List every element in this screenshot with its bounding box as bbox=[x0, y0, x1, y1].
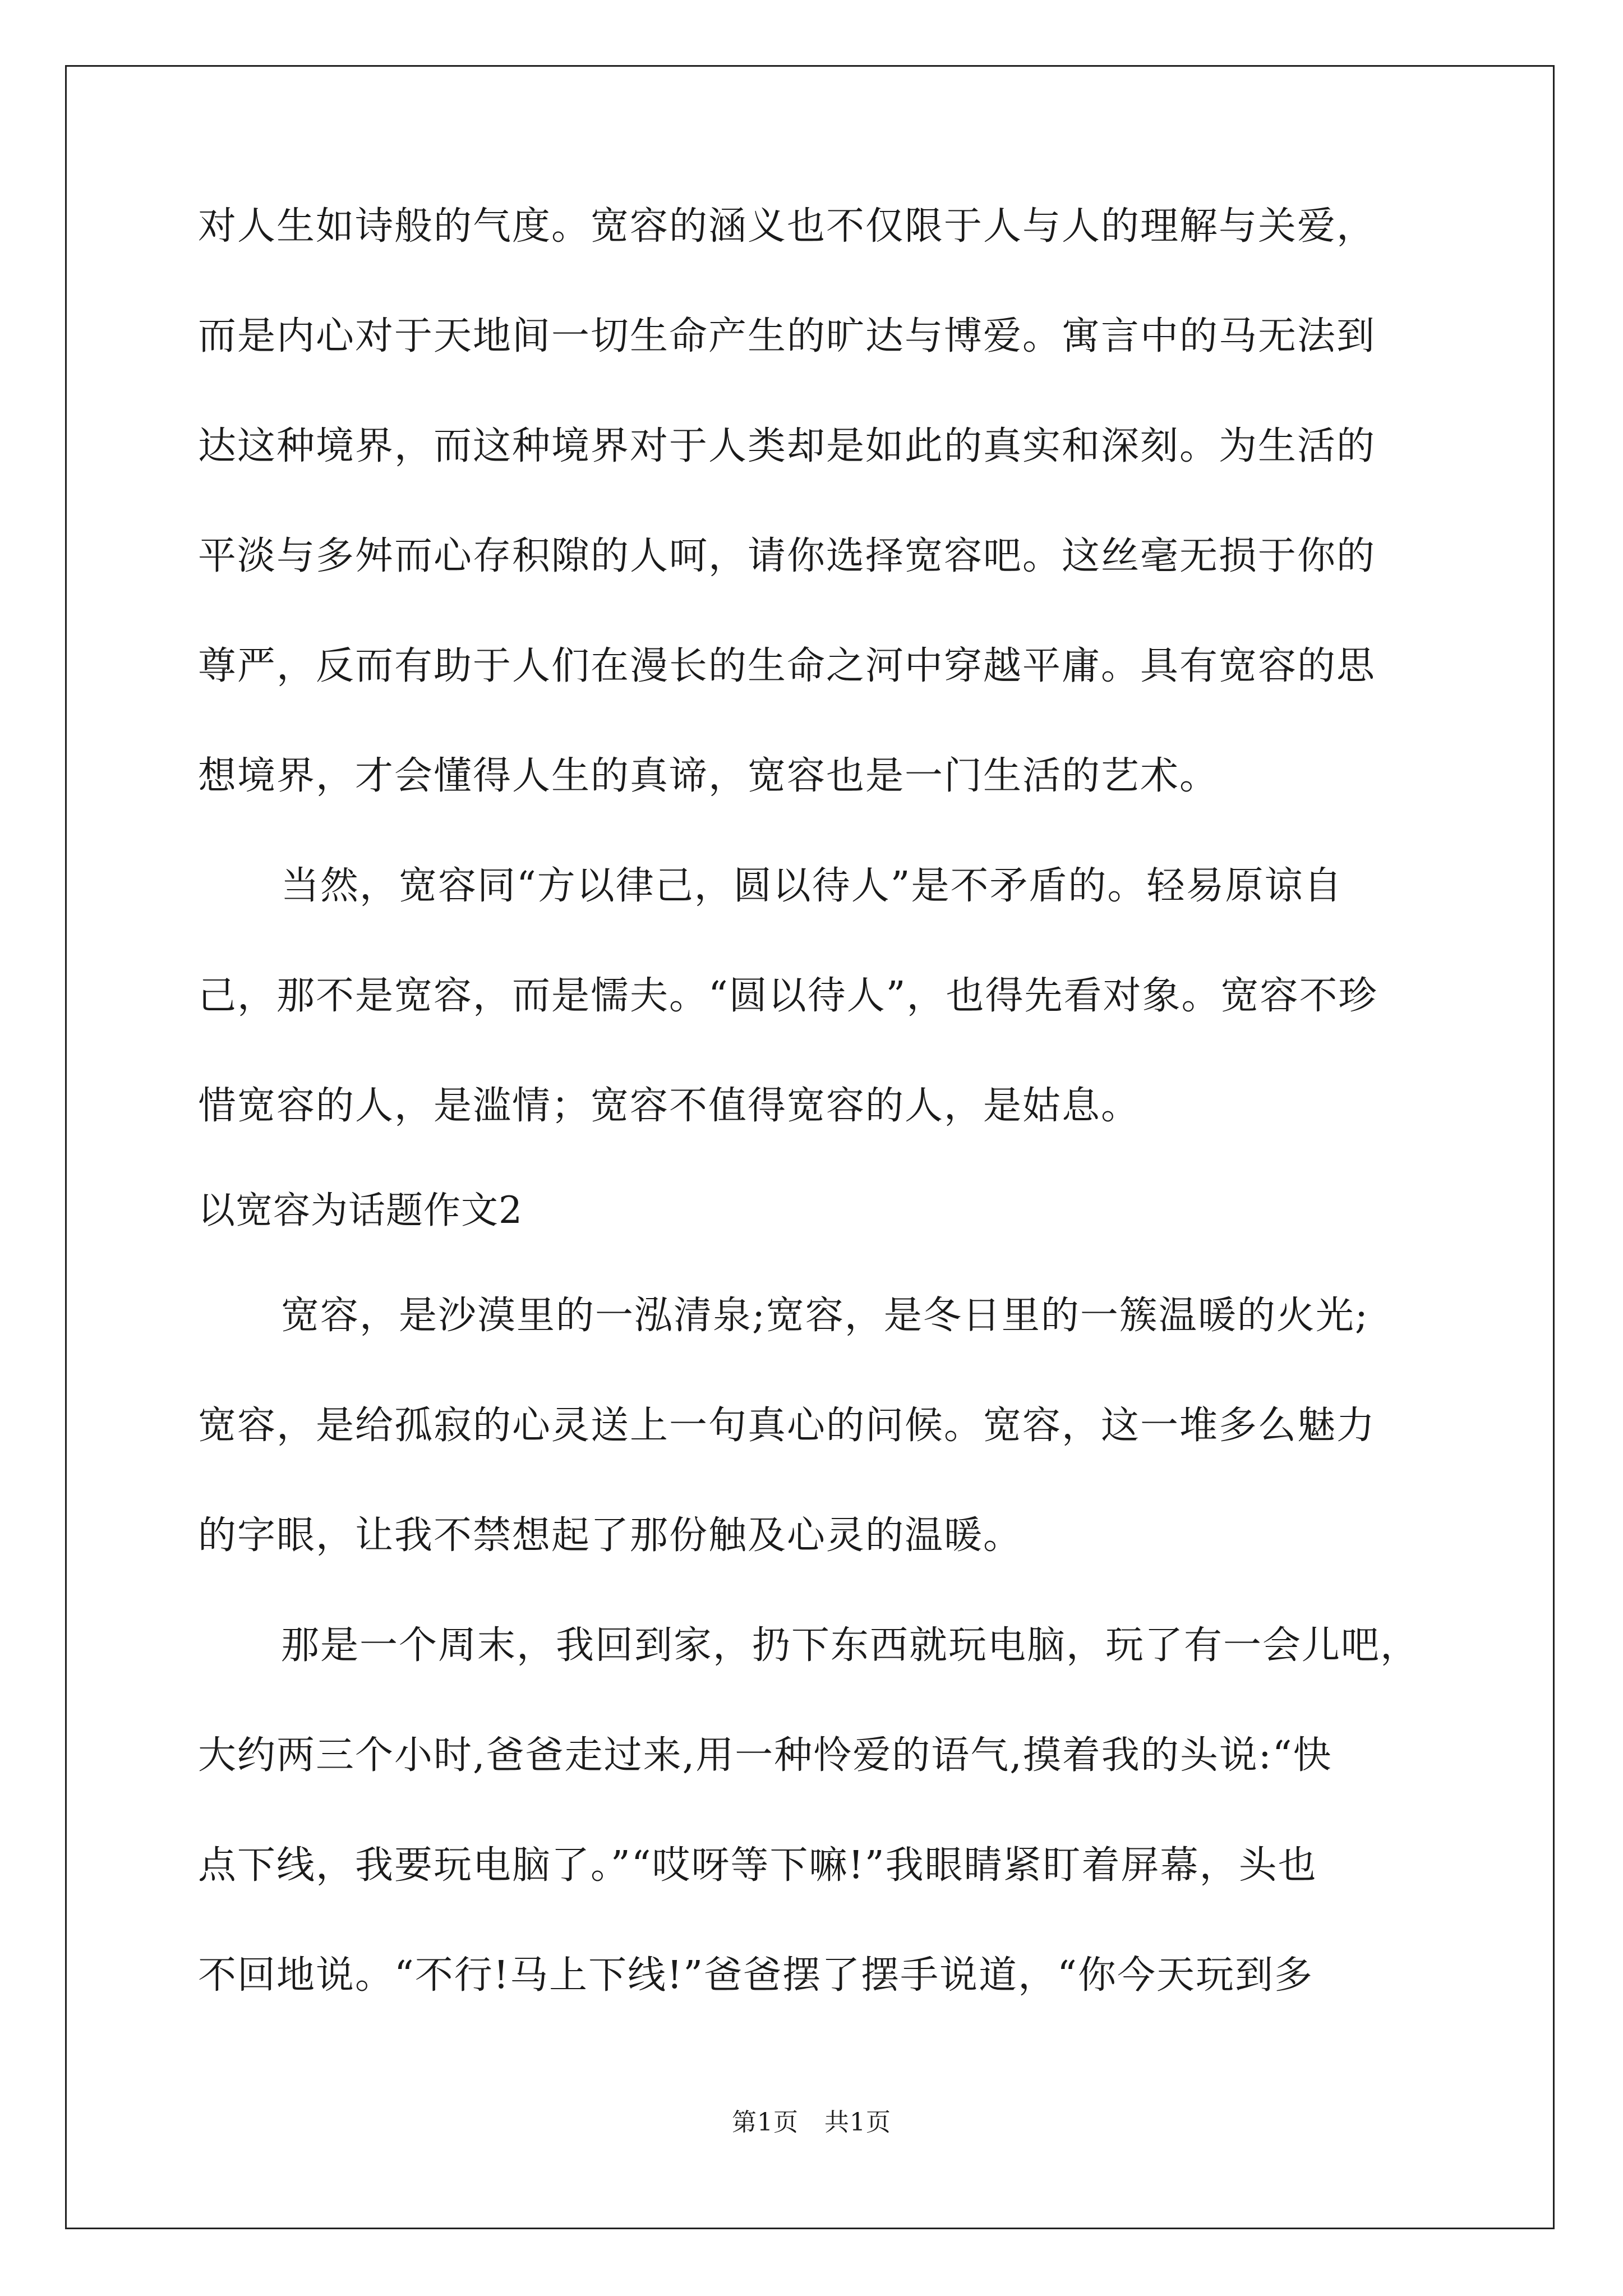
body-line: 达这种境界，而这种境界对于人类却是如此的真实和深刻。为生活的 bbox=[198, 424, 1376, 468]
body-line: 宽容，是给孤寂的心灵送上一句真心的问候。宽容，这一堆多么魅力 bbox=[198, 1404, 1376, 1448]
body-line: 的字眼，让我不禁想起了那份触及心灵的温暖。 bbox=[198, 1513, 1023, 1558]
section-heading: 以宽容为话题作文2 bbox=[198, 1189, 523, 1232]
body-line: 对人生如诗般的气度。宽容的涵义也不仅限于人与人的理解与关爱， bbox=[198, 204, 1376, 249]
page-footer bbox=[0, 2107, 1623, 2138]
page-total: 共1页 bbox=[824, 2108, 891, 2137]
body-line: 大约两三个小时,爸爸走过来,用一种怜爱的语气,摸着我的头说:“快 bbox=[198, 1733, 1332, 1778]
body-line: 不回地说。“不行!马上下线!”爸爸摆了摆手说道，“你今天玩到多 bbox=[198, 1953, 1313, 1998]
body-line: 点下线，我要玩电脑了。”“哎呀等下嘛!”我眼睛紧盯着屏幕，头也 bbox=[198, 1843, 1317, 1888]
body-line: 宽容，是沙漠里的一泓清泉;宽容，是冬日里的一簇温暖的火光; bbox=[281, 1294, 1369, 1338]
page-border bbox=[65, 65, 1555, 2229]
body-line: 惜宽容的人，是滥情；宽容不值得宽容的人，是姑息。 bbox=[198, 1084, 1141, 1128]
page-number: 第1页 bbox=[732, 2108, 799, 2137]
body-line: 想境界，才会懂得人生的真谛，宽容也是一门生活的艺术。 bbox=[198, 754, 1219, 798]
body-line: 当然，宽容同“方以律己，圆以待人”是不矛盾的。轻易原谅自 bbox=[281, 864, 1343, 908]
body-line: 平淡与多舛而心存积隙的人呵，请你选择宽容吧。这丝毫无损于你的 bbox=[198, 534, 1376, 578]
body-line: 己，那不是宽容，而是懦夫。“圆以待人”，也得先看对象。宽容不珍 bbox=[198, 974, 1378, 1018]
body-line: 尊严，反而有助于人们在漫长的生命之河中穿越平庸。具有宽容的思 bbox=[198, 644, 1376, 688]
body-line: 那是一个周末，我回到家，扔下东西就玩电脑，玩了有一会儿吧， bbox=[281, 1623, 1420, 1668]
body-line: 而是内心对于天地间一切生命产生的旷达与博爱。寓言中的马无法到 bbox=[198, 314, 1376, 358]
